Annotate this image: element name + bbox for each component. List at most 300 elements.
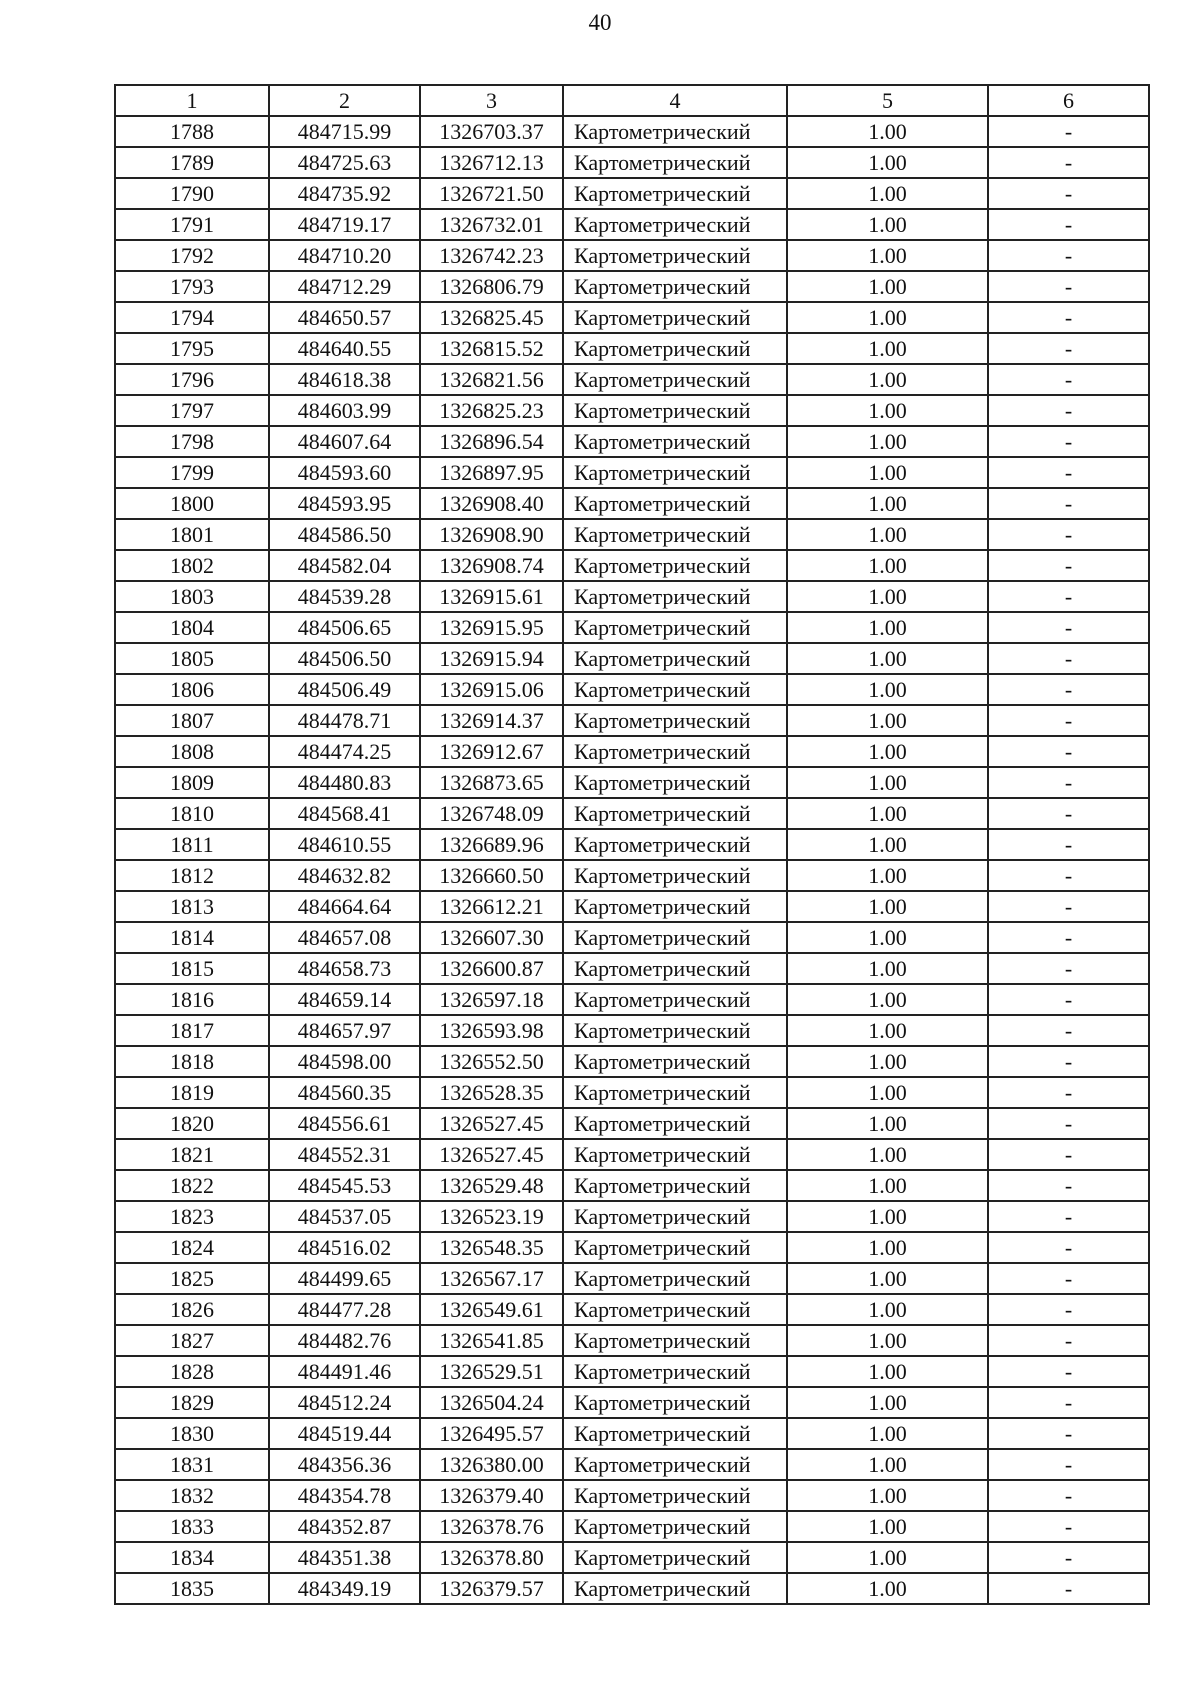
method-cell: Картометрический (563, 829, 787, 860)
note-cell: - (988, 1542, 1149, 1573)
x-coordinate-cell: 484610.55 (269, 829, 420, 860)
y-coordinate-cell: 1326732.01 (420, 209, 563, 240)
accuracy-cell: 1.00 (787, 1387, 988, 1418)
table-row (115, 1170, 1149, 1201)
point-number-cell: 1826 (115, 1294, 269, 1325)
note-cell: - (988, 860, 1149, 891)
x-coordinate-cell: 484482.76 (269, 1325, 420, 1356)
table-row (115, 643, 1149, 674)
x-coordinate-cell: 484519.44 (269, 1418, 420, 1449)
method-cell: Картометрический (563, 1573, 787, 1604)
method-cell: Картометрический (563, 1170, 787, 1201)
point-number-cell: 1815 (115, 953, 269, 984)
note-cell: - (988, 1108, 1149, 1139)
y-coordinate-cell: 1326549.61 (420, 1294, 563, 1325)
note-cell: - (988, 364, 1149, 395)
method-cell: Картометрический (563, 1387, 787, 1418)
accuracy-cell: 1.00 (787, 643, 988, 674)
x-coordinate-cell: 484582.04 (269, 550, 420, 581)
accuracy-cell: 1.00 (787, 612, 988, 643)
x-coordinate-cell: 484480.83 (269, 767, 420, 798)
point-number-cell: 1805 (115, 643, 269, 674)
column-header-1: 1 (115, 85, 269, 116)
point-number-cell: 1796 (115, 364, 269, 395)
note-cell: - (988, 1480, 1149, 1511)
table-row (115, 1139, 1149, 1170)
x-coordinate-cell: 484632.82 (269, 860, 420, 891)
method-cell: Картометрический (563, 1542, 787, 1573)
x-coordinate-cell: 484725.63 (269, 147, 420, 178)
accuracy-cell: 1.00 (787, 1015, 988, 1046)
y-coordinate-cell: 1326748.09 (420, 798, 563, 829)
table-row (115, 1201, 1149, 1232)
y-coordinate-cell: 1326504.24 (420, 1387, 563, 1418)
y-coordinate-cell: 1326915.61 (420, 581, 563, 612)
point-number-cell: 1832 (115, 1480, 269, 1511)
table-row (115, 1015, 1149, 1046)
note-cell: - (988, 550, 1149, 581)
x-coordinate-cell: 484478.71 (269, 705, 420, 736)
method-cell: Картометрический (563, 178, 787, 209)
table-row (115, 426, 1149, 457)
note-cell: - (988, 519, 1149, 550)
table-row (115, 1077, 1149, 1108)
note-cell: - (988, 1325, 1149, 1356)
table-row (115, 116, 1149, 147)
table-row (115, 519, 1149, 550)
method-cell: Картометрический (563, 364, 787, 395)
method-cell: Картометрический (563, 1480, 787, 1511)
method-cell: Картометрический (563, 426, 787, 457)
accuracy-cell: 1.00 (787, 891, 988, 922)
y-coordinate-cell: 1326607.30 (420, 922, 563, 953)
point-number-cell: 1808 (115, 736, 269, 767)
y-coordinate-cell: 1326908.40 (420, 488, 563, 519)
table-row (115, 860, 1149, 891)
y-coordinate-cell: 1326806.79 (420, 271, 563, 302)
x-coordinate-cell: 484735.92 (269, 178, 420, 209)
accuracy-cell: 1.00 (787, 426, 988, 457)
y-coordinate-cell: 1326541.85 (420, 1325, 563, 1356)
note-cell: - (988, 395, 1149, 426)
y-coordinate-cell: 1326495.57 (420, 1418, 563, 1449)
y-coordinate-cell: 1326593.98 (420, 1015, 563, 1046)
note-cell: - (988, 116, 1149, 147)
point-number-cell: 1829 (115, 1387, 269, 1418)
accuracy-cell: 1.00 (787, 736, 988, 767)
y-coordinate-cell: 1326527.45 (420, 1139, 563, 1170)
method-cell: Картометрический (563, 1232, 787, 1263)
y-coordinate-cell: 1326529.48 (420, 1170, 563, 1201)
method-cell: Картометрический (563, 1046, 787, 1077)
method-cell: Картометрический (563, 581, 787, 612)
accuracy-cell: 1.00 (787, 302, 988, 333)
accuracy-cell: 1.00 (787, 1139, 988, 1170)
method-cell: Картометрический (563, 116, 787, 147)
point-number-cell: 1821 (115, 1139, 269, 1170)
point-number-cell: 1816 (115, 984, 269, 1015)
accuracy-cell: 1.00 (787, 1542, 988, 1573)
method-cell: Картометрический (563, 1294, 787, 1325)
point-number-cell: 1827 (115, 1325, 269, 1356)
accuracy-cell: 1.00 (787, 674, 988, 705)
x-coordinate-cell: 484593.60 (269, 457, 420, 488)
accuracy-cell: 1.00 (787, 1573, 988, 1604)
point-number-cell: 1791 (115, 209, 269, 240)
point-number-cell: 1830 (115, 1418, 269, 1449)
method-cell: Картометрический (563, 240, 787, 271)
point-number-cell: 1803 (115, 581, 269, 612)
table-row (115, 209, 1149, 240)
accuracy-cell: 1.00 (787, 1418, 988, 1449)
accuracy-cell: 1.00 (787, 147, 988, 178)
accuracy-cell: 1.00 (787, 1046, 988, 1077)
point-number-cell: 1828 (115, 1356, 269, 1387)
x-coordinate-cell: 484537.05 (269, 1201, 420, 1232)
point-number-cell: 1822 (115, 1170, 269, 1201)
point-number-cell: 1802 (115, 550, 269, 581)
method-cell: Картометрический (563, 1263, 787, 1294)
x-coordinate-cell: 484556.61 (269, 1108, 420, 1139)
table-row (115, 488, 1149, 519)
accuracy-cell: 1.00 (787, 519, 988, 550)
point-number-cell: 1812 (115, 860, 269, 891)
point-number-cell: 1809 (115, 767, 269, 798)
table-row (115, 1480, 1149, 1511)
accuracy-cell: 1.00 (787, 767, 988, 798)
note-cell: - (988, 302, 1149, 333)
accuracy-cell: 1.00 (787, 240, 988, 271)
x-coordinate-cell: 484607.64 (269, 426, 420, 457)
table-row (115, 1387, 1149, 1418)
method-cell: Картометрический (563, 1201, 787, 1232)
accuracy-cell: 1.00 (787, 209, 988, 240)
table-row (115, 1263, 1149, 1294)
y-coordinate-cell: 1326612.21 (420, 891, 563, 922)
note-cell: - (988, 426, 1149, 457)
accuracy-cell: 1.00 (787, 798, 988, 829)
y-coordinate-cell: 1326689.96 (420, 829, 563, 860)
x-coordinate-cell: 484657.97 (269, 1015, 420, 1046)
y-coordinate-cell: 1326660.50 (420, 860, 563, 891)
accuracy-cell: 1.00 (787, 1511, 988, 1542)
table-row (115, 612, 1149, 643)
note-cell: - (988, 705, 1149, 736)
point-number-cell: 1792 (115, 240, 269, 271)
note-cell: - (988, 891, 1149, 922)
y-coordinate-cell: 1326548.35 (420, 1232, 563, 1263)
point-number-cell: 1833 (115, 1511, 269, 1542)
y-coordinate-cell: 1326703.37 (420, 116, 563, 147)
point-number-cell: 1819 (115, 1077, 269, 1108)
x-coordinate-cell: 484516.02 (269, 1232, 420, 1263)
note-cell: - (988, 1046, 1149, 1077)
accuracy-cell: 1.00 (787, 395, 988, 426)
table-row (115, 736, 1149, 767)
note-cell: - (988, 147, 1149, 178)
accuracy-cell: 1.00 (787, 581, 988, 612)
method-cell: Картометрический (563, 1449, 787, 1480)
note-cell: - (988, 736, 1149, 767)
method-cell: Картометрический (563, 457, 787, 488)
method-cell: Картометрический (563, 1418, 787, 1449)
x-coordinate-cell: 484354.78 (269, 1480, 420, 1511)
accuracy-cell: 1.00 (787, 1201, 988, 1232)
method-cell: Картометрический (563, 519, 787, 550)
table-row (115, 1511, 1149, 1542)
note-cell: - (988, 767, 1149, 798)
table-row (115, 891, 1149, 922)
accuracy-cell: 1.00 (787, 116, 988, 147)
y-coordinate-cell: 1326379.57 (420, 1573, 563, 1604)
point-number-cell: 1800 (115, 488, 269, 519)
accuracy-cell: 1.00 (787, 457, 988, 488)
table-row (115, 1232, 1149, 1263)
y-coordinate-cell: 1326600.87 (420, 953, 563, 984)
table-row (115, 581, 1149, 612)
note-cell: - (988, 953, 1149, 984)
y-coordinate-cell: 1326380.00 (420, 1449, 563, 1480)
point-number-cell: 1789 (115, 147, 269, 178)
table-row (115, 147, 1149, 178)
table-row (115, 364, 1149, 395)
method-cell: Картометрический (563, 1139, 787, 1170)
x-coordinate-cell: 484545.53 (269, 1170, 420, 1201)
x-coordinate-cell: 484491.46 (269, 1356, 420, 1387)
point-number-cell: 1814 (115, 922, 269, 953)
y-coordinate-cell: 1326552.50 (420, 1046, 563, 1077)
x-coordinate-cell: 484603.99 (269, 395, 420, 426)
note-cell: - (988, 798, 1149, 829)
note-cell: - (988, 240, 1149, 271)
header-row (115, 85, 1149, 116)
method-cell: Картометрический (563, 1077, 787, 1108)
note-cell: - (988, 1263, 1149, 1294)
note-cell: - (988, 1449, 1149, 1480)
accuracy-cell: 1.00 (787, 1170, 988, 1201)
point-number-cell: 1799 (115, 457, 269, 488)
method-cell: Картометрический (563, 1356, 787, 1387)
y-coordinate-cell: 1326528.35 (420, 1077, 563, 1108)
point-number-cell: 1810 (115, 798, 269, 829)
table-row (115, 1449, 1149, 1480)
x-coordinate-cell: 484657.08 (269, 922, 420, 953)
y-coordinate-cell: 1326897.95 (420, 457, 563, 488)
accuracy-cell: 1.00 (787, 1108, 988, 1139)
point-number-cell: 1790 (115, 178, 269, 209)
x-coordinate-cell: 484618.38 (269, 364, 420, 395)
table-row (115, 674, 1149, 705)
point-number-cell: 1823 (115, 1201, 269, 1232)
method-cell: Картометрический (563, 1325, 787, 1356)
x-coordinate-cell: 484560.35 (269, 1077, 420, 1108)
y-coordinate-cell: 1326896.54 (420, 426, 563, 457)
accuracy-cell: 1.00 (787, 333, 988, 364)
note-cell: - (988, 1387, 1149, 1418)
accuracy-cell: 1.00 (787, 984, 988, 1015)
x-coordinate-cell: 484506.65 (269, 612, 420, 643)
note-cell: - (988, 333, 1149, 364)
x-coordinate-cell: 484506.49 (269, 674, 420, 705)
note-cell: - (988, 922, 1149, 953)
point-number-cell: 1795 (115, 333, 269, 364)
x-coordinate-cell: 484512.24 (269, 1387, 420, 1418)
y-coordinate-cell: 1326712.13 (420, 147, 563, 178)
method-cell: Картометрический (563, 488, 787, 519)
method-cell: Картометрический (563, 736, 787, 767)
y-coordinate-cell: 1326821.56 (420, 364, 563, 395)
note-cell: - (988, 1573, 1149, 1604)
method-cell: Картометрический (563, 333, 787, 364)
accuracy-cell: 1.00 (787, 1232, 988, 1263)
accuracy-cell: 1.00 (787, 1480, 988, 1511)
method-cell: Картометрический (563, 1511, 787, 1542)
x-coordinate-cell: 484658.73 (269, 953, 420, 984)
table-row (115, 1325, 1149, 1356)
x-coordinate-cell: 484499.65 (269, 1263, 420, 1294)
table-header (115, 85, 1149, 116)
table-row (115, 705, 1149, 736)
table-row (115, 953, 1149, 984)
accuracy-cell: 1.00 (787, 1263, 988, 1294)
note-cell: - (988, 178, 1149, 209)
page-number: 40 (588, 10, 612, 35)
accuracy-cell: 1.00 (787, 178, 988, 209)
table-row (115, 984, 1149, 1015)
y-coordinate-cell: 1326527.45 (420, 1108, 563, 1139)
table-row (115, 1542, 1149, 1573)
y-coordinate-cell: 1326379.40 (420, 1480, 563, 1511)
note-cell: - (988, 612, 1149, 643)
table-row (115, 1573, 1149, 1604)
note-cell: - (988, 1418, 1149, 1449)
point-number-cell: 1806 (115, 674, 269, 705)
point-number-cell: 1817 (115, 1015, 269, 1046)
method-cell: Картометрический (563, 798, 787, 829)
point-number-cell: 1788 (115, 116, 269, 147)
method-cell: Картометрический (563, 891, 787, 922)
table-row (115, 178, 1149, 209)
y-coordinate-cell: 1326523.19 (420, 1201, 563, 1232)
table-body (115, 116, 1149, 1604)
accuracy-cell: 1.00 (787, 1077, 988, 1108)
point-number-cell: 1797 (115, 395, 269, 426)
note-cell: - (988, 1015, 1149, 1046)
note-cell: - (988, 1356, 1149, 1387)
column-header-4: 4 (563, 85, 787, 116)
note-cell: - (988, 829, 1149, 860)
x-coordinate-cell: 484593.95 (269, 488, 420, 519)
note-cell: - (988, 457, 1149, 488)
accuracy-cell: 1.00 (787, 1294, 988, 1325)
note-cell: - (988, 271, 1149, 302)
column-header-3: 3 (420, 85, 563, 116)
accuracy-cell: 1.00 (787, 1325, 988, 1356)
point-number-cell: 1813 (115, 891, 269, 922)
y-coordinate-cell: 1326529.51 (420, 1356, 563, 1387)
table-row (115, 395, 1149, 426)
y-coordinate-cell: 1326567.17 (420, 1263, 563, 1294)
column-header-5: 5 (787, 85, 988, 116)
method-cell: Картометрический (563, 860, 787, 891)
accuracy-cell: 1.00 (787, 1356, 988, 1387)
x-coordinate-cell: 484352.87 (269, 1511, 420, 1542)
accuracy-cell: 1.00 (787, 488, 988, 519)
x-coordinate-cell: 484474.25 (269, 736, 420, 767)
accuracy-cell: 1.00 (787, 829, 988, 860)
note-cell: - (988, 674, 1149, 705)
method-cell: Картометрический (563, 271, 787, 302)
x-coordinate-cell: 484598.00 (269, 1046, 420, 1077)
table-row (115, 922, 1149, 953)
y-coordinate-cell: 1326914.37 (420, 705, 563, 736)
x-coordinate-cell: 484349.19 (269, 1573, 420, 1604)
method-cell: Картометрический (563, 767, 787, 798)
y-coordinate-cell: 1326908.74 (420, 550, 563, 581)
point-number-cell: 1835 (115, 1573, 269, 1604)
table-row (115, 240, 1149, 271)
table-row (115, 798, 1149, 829)
x-coordinate-cell: 484356.36 (269, 1449, 420, 1480)
y-coordinate-cell: 1326825.23 (420, 395, 563, 426)
point-number-cell: 1807 (115, 705, 269, 736)
coordinates-table (114, 84, 1150, 1605)
method-cell: Картометрический (563, 953, 787, 984)
note-cell: - (988, 1170, 1149, 1201)
column-header-6: 6 (988, 85, 1149, 116)
y-coordinate-cell: 1326915.94 (420, 643, 563, 674)
point-number-cell: 1820 (115, 1108, 269, 1139)
method-cell: Картометрический (563, 550, 787, 581)
x-coordinate-cell: 484640.55 (269, 333, 420, 364)
table-row (115, 1294, 1149, 1325)
note-cell: - (988, 1511, 1149, 1542)
point-number-cell: 1801 (115, 519, 269, 550)
point-number-cell: 1834 (115, 1542, 269, 1573)
x-coordinate-cell: 484552.31 (269, 1139, 420, 1170)
y-coordinate-cell: 1326873.65 (420, 767, 563, 798)
x-coordinate-cell: 484650.57 (269, 302, 420, 333)
table-row (115, 457, 1149, 488)
y-coordinate-cell: 1326915.95 (420, 612, 563, 643)
point-number-cell: 1793 (115, 271, 269, 302)
note-cell: - (988, 1232, 1149, 1263)
x-coordinate-cell: 484719.17 (269, 209, 420, 240)
note-cell: - (988, 984, 1149, 1015)
x-coordinate-cell: 484506.50 (269, 643, 420, 674)
method-cell: Картометрический (563, 1015, 787, 1046)
y-coordinate-cell: 1326825.45 (420, 302, 563, 333)
x-coordinate-cell: 484715.99 (269, 116, 420, 147)
method-cell: Картометрический (563, 395, 787, 426)
y-coordinate-cell: 1326378.80 (420, 1542, 563, 1573)
table-row (115, 767, 1149, 798)
method-cell: Картометрический (563, 705, 787, 736)
point-number-cell: 1798 (115, 426, 269, 457)
y-coordinate-cell: 1326742.23 (420, 240, 563, 271)
accuracy-cell: 1.00 (787, 705, 988, 736)
table-row (115, 829, 1149, 860)
y-coordinate-cell: 1326597.18 (420, 984, 563, 1015)
method-cell: Картометрический (563, 1108, 787, 1139)
accuracy-cell: 1.00 (787, 922, 988, 953)
y-coordinate-cell: 1326908.90 (420, 519, 563, 550)
x-coordinate-cell: 484712.29 (269, 271, 420, 302)
x-coordinate-cell: 484351.38 (269, 1542, 420, 1573)
note-cell: - (988, 643, 1149, 674)
method-cell: Картометрический (563, 302, 787, 333)
x-coordinate-cell: 484586.50 (269, 519, 420, 550)
